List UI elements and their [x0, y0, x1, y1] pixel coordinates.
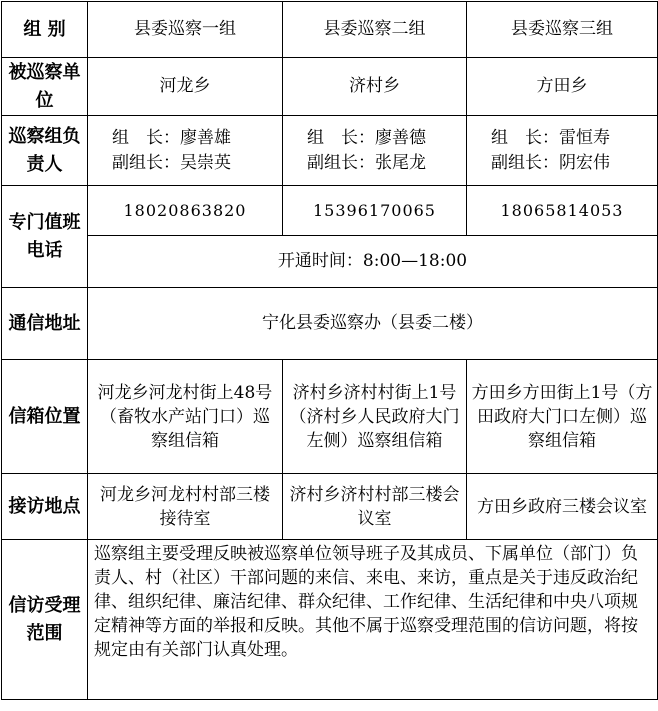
phone-header: 专门值班电话: [2, 186, 88, 288]
unit-name: 河龙乡: [88, 58, 283, 116]
reception-location: 济村乡济村村部三楼会议室: [283, 474, 467, 540]
group-header: 组 别: [2, 2, 88, 58]
address-header: 通信地址: [2, 288, 88, 360]
group-leader: 组 长：廖善雄: [112, 127, 231, 148]
group-name: 县委巡察一组: [88, 2, 283, 58]
leader-cell: [88, 116, 283, 186]
reception-location: 方田乡政府三楼会议室: [467, 474, 658, 540]
unit-row: [2, 58, 658, 116]
unit-header: 被巡察单位: [2, 58, 88, 116]
mailing-address: 宁化县委巡察办（县委二楼）: [88, 288, 658, 360]
group-row: [2, 2, 658, 58]
phone-number: 18020863820: [88, 186, 283, 236]
reception-row: [2, 474, 658, 540]
mailbox-header: 信箱位置: [2, 360, 88, 474]
unit-name: 济村乡: [283, 58, 467, 116]
mailbox-location: 河龙乡河龙村街上48号（畜牧水产站门口）巡察组信箱: [88, 360, 283, 474]
phone-number: 15396170065: [283, 186, 467, 236]
inspection-info-table: [1, 1, 658, 700]
leader-cell: [283, 116, 467, 186]
group-leader: 组 长：廖善德: [307, 127, 426, 148]
deputy-leader: 副组长：阴宏伟: [491, 152, 610, 173]
group-leader: 组 长：雷恒寿: [491, 127, 610, 148]
group-name: 县委巡察二组: [283, 2, 467, 58]
group-name: 县委巡察三组: [467, 2, 658, 58]
scope-text: 巡察组主要受理反映被巡察单位领导班子及其成员、下属单位（部门）负责人、村（社区）干部问题的来信、来电、来访，重点是关于违反政治纪律、组织纪律、廉洁纪律、群众纪律、工作纪律、生活纪律和中央八项规定精神等方面的举报和反映。其他不属于巡察受理范围的信访问题，将按规定由有关部门认真处理。: [88, 540, 658, 700]
address-row: [2, 288, 658, 360]
scope-header: 信访受理范围: [2, 540, 88, 700]
unit-name: 方田乡: [467, 58, 658, 116]
deputy-leader: 副组长：吴崇英: [112, 152, 231, 173]
open-hours: 开通时间：8:00—18:00: [88, 236, 658, 288]
scope-row: [2, 540, 658, 700]
phone-row: [2, 186, 658, 236]
leader-header: 巡察组负责人: [2, 116, 88, 186]
deputy-leader: 副组长：张尾龙: [307, 152, 426, 173]
reception-header: 接访地点: [2, 474, 88, 540]
leader-row: [2, 116, 658, 186]
mailbox-location: 方田乡方田街上1号（方田政府大门口左侧）巡察组信箱: [467, 360, 658, 474]
mailbox-row: [2, 360, 658, 474]
phone-number: 18065814053: [467, 186, 658, 236]
hours-row: [2, 236, 658, 288]
mailbox-location: 济村乡济村村街上1号（济村乡人民政府大门左侧）巡察组信箱: [283, 360, 467, 474]
reception-location: 河龙乡河龙村村部三楼接待室: [88, 474, 283, 540]
leader-cell: [467, 116, 658, 186]
